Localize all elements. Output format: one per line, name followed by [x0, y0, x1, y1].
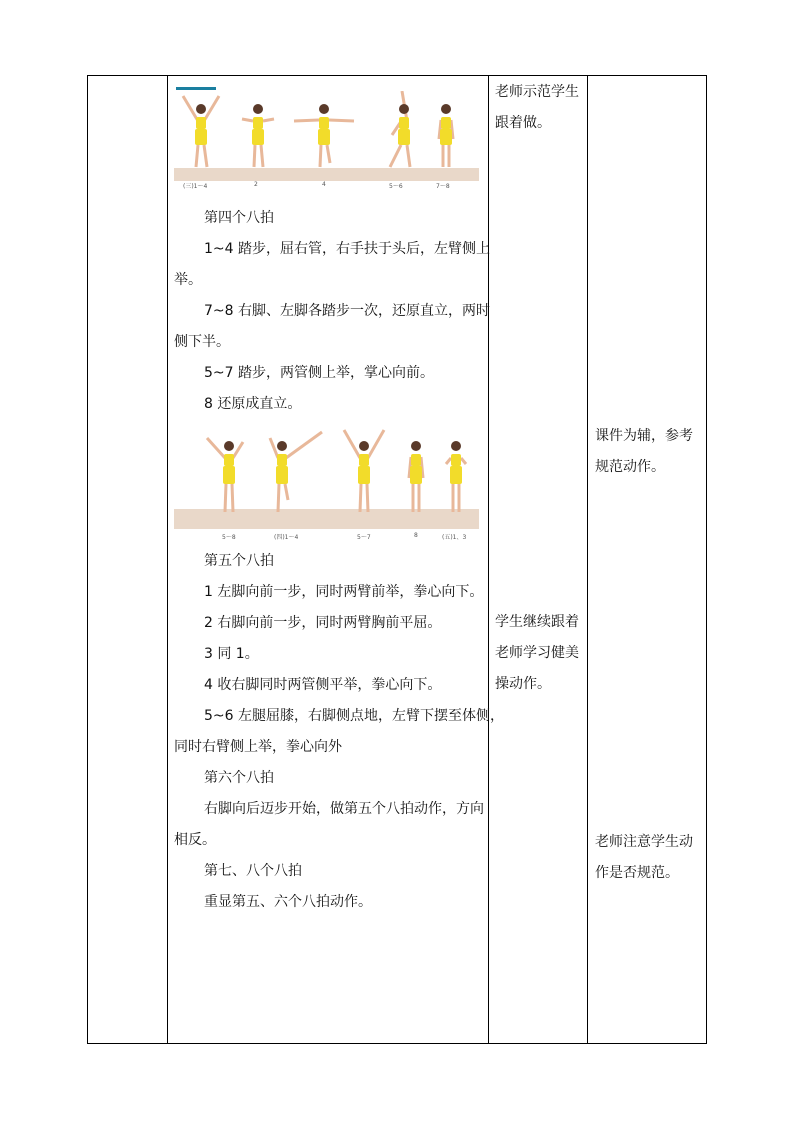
accent-bar — [176, 87, 216, 90]
section-heading: 第五个八拍 — [204, 553, 274, 569]
photo-caption: 2 — [254, 181, 258, 188]
photo-caption: 7～8 — [436, 183, 450, 190]
exercise-photo-1 — [174, 81, 479, 191]
lesson-table — [87, 75, 707, 1044]
step-text: 5~7 踏步，两管侧上举，掌心向前。 — [204, 365, 434, 381]
section-heading: 第四个八拍 — [204, 210, 274, 226]
step-text: 7~8 右脚、左脚各踏步一次，还原直立，两时 — [204, 303, 490, 319]
step-text: 1 左脚向前一步，同时两臂前举，拳心向下。 — [204, 584, 484, 600]
step-text: 3 同 1。 — [204, 646, 259, 662]
photo-caption: 4 — [322, 181, 326, 188]
step-text: 重显第五、六个八拍动作。 — [204, 894, 372, 910]
step-text: 2 右脚向前一步，同时两臂胸前平屈。 — [204, 615, 442, 631]
student-note: 学生继续跟着老师学习健美操动作。 — [495, 614, 579, 692]
dancer-figures-row-1 — [174, 91, 479, 183]
step-text: 右脚向后迈步开始，做第五个八拍动作，方向 — [204, 801, 484, 817]
photo-caption: 5～6 — [389, 183, 403, 190]
step-text: 1~4 踏步，屈右管，右手扶于头后，左臂侧上 — [204, 241, 490, 257]
student-note: 老师示范学生跟着做。 — [495, 84, 579, 131]
content-column — [168, 76, 504, 1043]
step-text: 相反。 — [174, 832, 216, 848]
step-text: 4 收右脚同时两管侧平举，拳心向下。 — [204, 677, 442, 693]
step-text: 侧下半。 — [174, 334, 230, 350]
photo-caption: (五)1、3 — [442, 534, 467, 541]
photo-caption: 5～7 — [357, 534, 371, 541]
section-heading: 第七、八个八拍 — [204, 863, 302, 879]
step-text: 5~6 左腿屈膝，右脚侧点地，左臂下摆至体侧， — [204, 708, 504, 724]
teaching-note: 老师注意学生动作是否规范。 — [595, 834, 693, 881]
step-text: 同时右臂侧上举，拳心向外 — [174, 739, 342, 755]
photo-caption: (三)1～4 — [183, 183, 208, 190]
student-activity-column — [489, 76, 587, 1043]
step-text: 8 还原成直立。 — [204, 396, 302, 412]
photo-caption: (四)1～4 — [274, 534, 299, 541]
step-text: 举。 — [174, 272, 202, 288]
teaching-note: 课件为辅，参考规范动作。 — [595, 428, 693, 475]
exercise-photo-2 — [174, 424, 479, 542]
photo-caption: 8 — [414, 532, 418, 539]
notes-column — [588, 76, 707, 1043]
dancer-figures-row-2 — [174, 428, 479, 528]
section-heading: 第六个八拍 — [204, 770, 274, 786]
photo-caption: 5～8 — [222, 534, 236, 541]
